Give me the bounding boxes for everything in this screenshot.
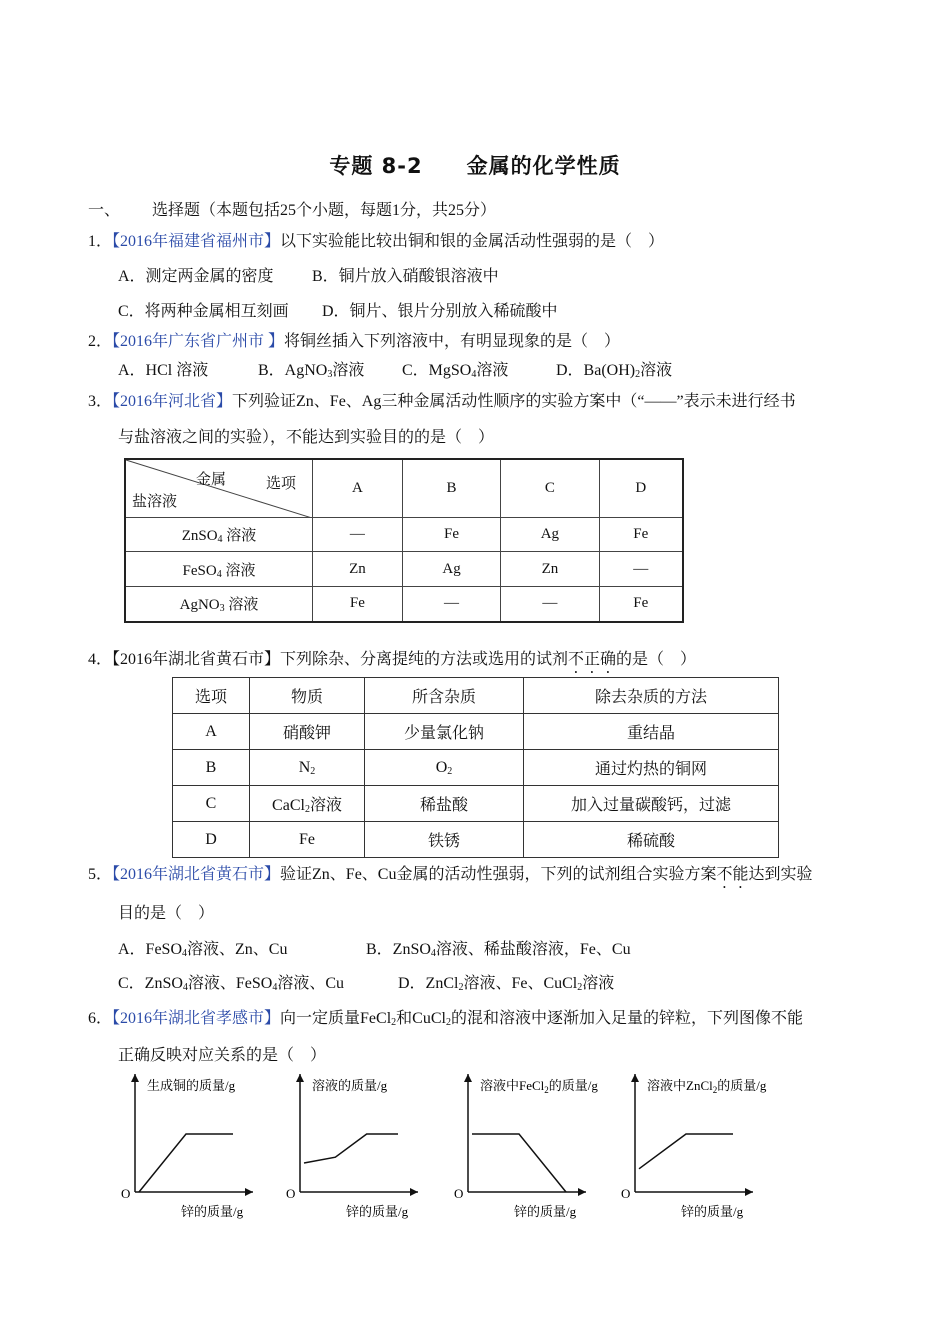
- col-header: B: [402, 459, 500, 517]
- col-header: 选项: [173, 678, 250, 714]
- question-number: 5．: [88, 866, 113, 883]
- question-number: 6．: [88, 1010, 113, 1027]
- table-cell: B: [173, 750, 250, 786]
- series-line: [304, 1134, 398, 1163]
- table-cell: Fe: [313, 586, 403, 622]
- table-row: [125, 517, 683, 552]
- x-axis-arrow: [745, 1188, 753, 1196]
- question-5: 5．【2016年湖北省黄石市】验证Zn、Fe、Cu金属的活动性强弱，下列的试剂组合实验方案不能达到实验: [88, 866, 813, 883]
- q5-option-b: B．ZnSO$_4$溶液、稀盐酸溶液，Fe、Cu: [366, 941, 631, 959]
- y-axis-arrow: [131, 1074, 139, 1082]
- question-stem: 以下实验能比较出铜和银的金属活动性强弱的是（ ）: [280, 233, 665, 250]
- y-axis-arrow: [296, 1074, 304, 1082]
- question-number: 1．: [88, 233, 113, 250]
- y-axis-arrow: [464, 1074, 472, 1082]
- table-header-row: [173, 678, 779, 714]
- q1-option-a: A．测定两金属的密度: [118, 268, 274, 285]
- q5-option-c: C．ZnSO$_4$溶液、FeSO$_4$溶液、Cu: [118, 975, 345, 993]
- q3-table: [124, 458, 684, 623]
- q5-option-a: A．FeSO$_4$溶液、Zn、Cu: [118, 941, 288, 959]
- series-line: [639, 1134, 733, 1169]
- origin-label: O: [621, 1186, 631, 1201]
- table-cell: —: [402, 586, 500, 622]
- x-axis-label: 锌的质量/g: [346, 1204, 409, 1219]
- question-3-stem-continued: 与盐溶液之间的实验），不能达到实验目的的是（ ）: [118, 429, 495, 446]
- y-axis-label: 溶液的质量/g: [312, 1078, 388, 1093]
- header-metal: 金属: [196, 472, 227, 488]
- row-label: FeSO$_4$ 溶液: [125, 552, 313, 587]
- table-cell: A: [173, 714, 250, 750]
- question-source: 【2016年广东省广州市 】: [112, 333, 285, 350]
- table-diagonal-header: [125, 459, 313, 517]
- q2-option-b: B．AgNO$_3$溶液: [258, 362, 365, 380]
- table-cell: 通过灼热的铜网: [524, 750, 779, 786]
- table-cell: 硝酸钾: [250, 714, 365, 750]
- question-source: 【2016年湖北省孝感市】: [112, 1010, 281, 1027]
- table-cell: C: [173, 786, 250, 822]
- q2-option-c: C．MgSO$_4$溶液: [402, 362, 509, 380]
- q1-option-c: C．将两种金属相互刻画: [118, 303, 289, 320]
- table-cell: 稀盐酸: [365, 786, 524, 822]
- y-axis-label: 溶液中FeCl$_2$的质量/g: [480, 1078, 598, 1095]
- col-header: 除去杂质的方法: [524, 678, 779, 714]
- col-header: D: [599, 459, 683, 517]
- col-header: 物质: [250, 678, 365, 714]
- x-axis-arrow: [578, 1188, 586, 1196]
- table-row: [173, 714, 779, 750]
- header-option: 选项: [266, 476, 297, 492]
- q2-option-d: D．$Ba(OH)_2$溶液: [556, 362, 673, 380]
- y-axis-arrow: [631, 1074, 639, 1082]
- y-axis-label: 溶液中ZnCl$_2$的质量/g: [647, 1078, 767, 1095]
- table-cell: —: [599, 552, 683, 587]
- emphasis-text: 不能: [716, 866, 749, 883]
- table-row: [125, 552, 683, 587]
- table-cell: CaCl$_2$溶液: [250, 786, 365, 822]
- table-cell: —: [501, 586, 599, 622]
- q1-option-b: B．铜片放入硝酸银溶液中: [312, 268, 499, 285]
- question-stem: 将铜丝插入下列溶液中，有明显现象的是（ ）: [284, 333, 621, 350]
- question-6: 6．【2016年湖北省孝感市】向一定质量FeCl$_2$和CuCl$_2$的混和溶液中逐渐加入足量的锌粒，下列图像不能: [88, 1010, 803, 1028]
- q6-charts: [0, 1062, 950, 1232]
- table-cell: $N_2$: [250, 750, 365, 786]
- x-axis-arrow: [245, 1188, 253, 1196]
- table-row: [125, 586, 683, 622]
- origin-label: O: [286, 1186, 296, 1201]
- q1-option-d: D．铜片、银片分别放入稀硫酸中: [322, 303, 558, 320]
- origin-label: O: [121, 1186, 131, 1201]
- table-cell: Zn: [501, 552, 599, 587]
- question-4: 4．【2016年湖北省黄石市】下列除杂、分离提纯的方法或选用的试剂不正确的是（ ）: [88, 651, 697, 668]
- table-cell: Zn: [313, 552, 403, 587]
- question-stem: 下列验证Zn、Fe、Ag三种金属活动性顺序的实验方案中（“——”表示未进行经书: [232, 393, 796, 410]
- question-source: 【2016年河北省】: [112, 393, 233, 410]
- q2-option-a: A．HCl 溶液: [118, 362, 209, 379]
- row-label: ZnSO$_4$ 溶液: [125, 517, 313, 552]
- x-axis-label: 锌的质量/g: [181, 1204, 244, 1219]
- table-cell: D: [173, 822, 250, 858]
- table-cell: Fe: [402, 517, 500, 552]
- table-cell: —: [313, 517, 403, 552]
- x-axis-label: 锌的质量/g: [514, 1204, 577, 1219]
- series-line: [472, 1134, 566, 1192]
- x-axis-arrow: [410, 1188, 418, 1196]
- question-3: [88, 388, 796, 411]
- table-cell: 加入过量碳酸钙，过滤: [524, 786, 779, 822]
- table-row: [173, 786, 779, 822]
- col-header: C: [501, 459, 599, 517]
- table-cell: 铁锈: [365, 822, 524, 858]
- series-line: [139, 1134, 233, 1192]
- question-6-stem-continued: 正确反映对应关系的是（ ）: [118, 1047, 327, 1064]
- col-header: A: [313, 459, 403, 517]
- question-source: 【2016年福建省福州市】: [112, 233, 281, 250]
- question-stem: 验证Zn、Fe、Cu金属的活动性强弱，下列的试剂组合实验方案: [280, 866, 717, 883]
- table-cell: 稀硫酸: [524, 822, 779, 858]
- question-5-stem-continued: 目的是（ ）: [118, 905, 215, 922]
- question-number: 2．: [88, 333, 113, 350]
- question-1: [88, 228, 664, 251]
- table-cell: Fe: [599, 586, 683, 622]
- header-salt: 盐溶液: [132, 494, 178, 510]
- origin-label: O: [454, 1186, 464, 1201]
- emphasis-text: 不正确: [568, 651, 617, 668]
- table-cell: Ag: [402, 552, 500, 587]
- col-header: 所含杂质: [365, 678, 524, 714]
- question-source: 【2016年湖北省黄石市】: [112, 866, 281, 883]
- q4-table: [172, 677, 779, 858]
- table-cell: Fe: [250, 822, 365, 858]
- table-cell: 少量氯化钠: [365, 714, 524, 750]
- row-label: AgNO$_3$ 溶液: [125, 586, 313, 622]
- question-stem: 【2016年湖北省黄石市】下列除杂、分离提纯的方法或选用的试剂: [112, 651, 569, 668]
- table-row: [173, 750, 779, 786]
- x-axis-label: 锌的质量/g: [681, 1204, 744, 1219]
- q5-option-d: D．ZnCl$_2$溶液、Fe、CuCl$_2$溶液: [398, 975, 615, 993]
- question-number: 3．: [88, 393, 113, 410]
- table-cell: $O_2$: [365, 750, 524, 786]
- page-title: 专题 8-2 金属的化学性质: [329, 154, 621, 178]
- table-cell: Fe: [599, 517, 683, 552]
- table-cell: 重结晶: [524, 714, 779, 750]
- table-cell: Ag: [501, 517, 599, 552]
- table-row: [173, 822, 779, 858]
- question-2: [88, 328, 620, 351]
- y-axis-label: 生成铜的质量/g: [147, 1078, 236, 1093]
- question-number: 4．: [88, 651, 113, 668]
- section-label: 选择题（本题包括25个小题，每题1分，共25分）: [152, 202, 497, 219]
- section-number: 一、: [88, 202, 121, 219]
